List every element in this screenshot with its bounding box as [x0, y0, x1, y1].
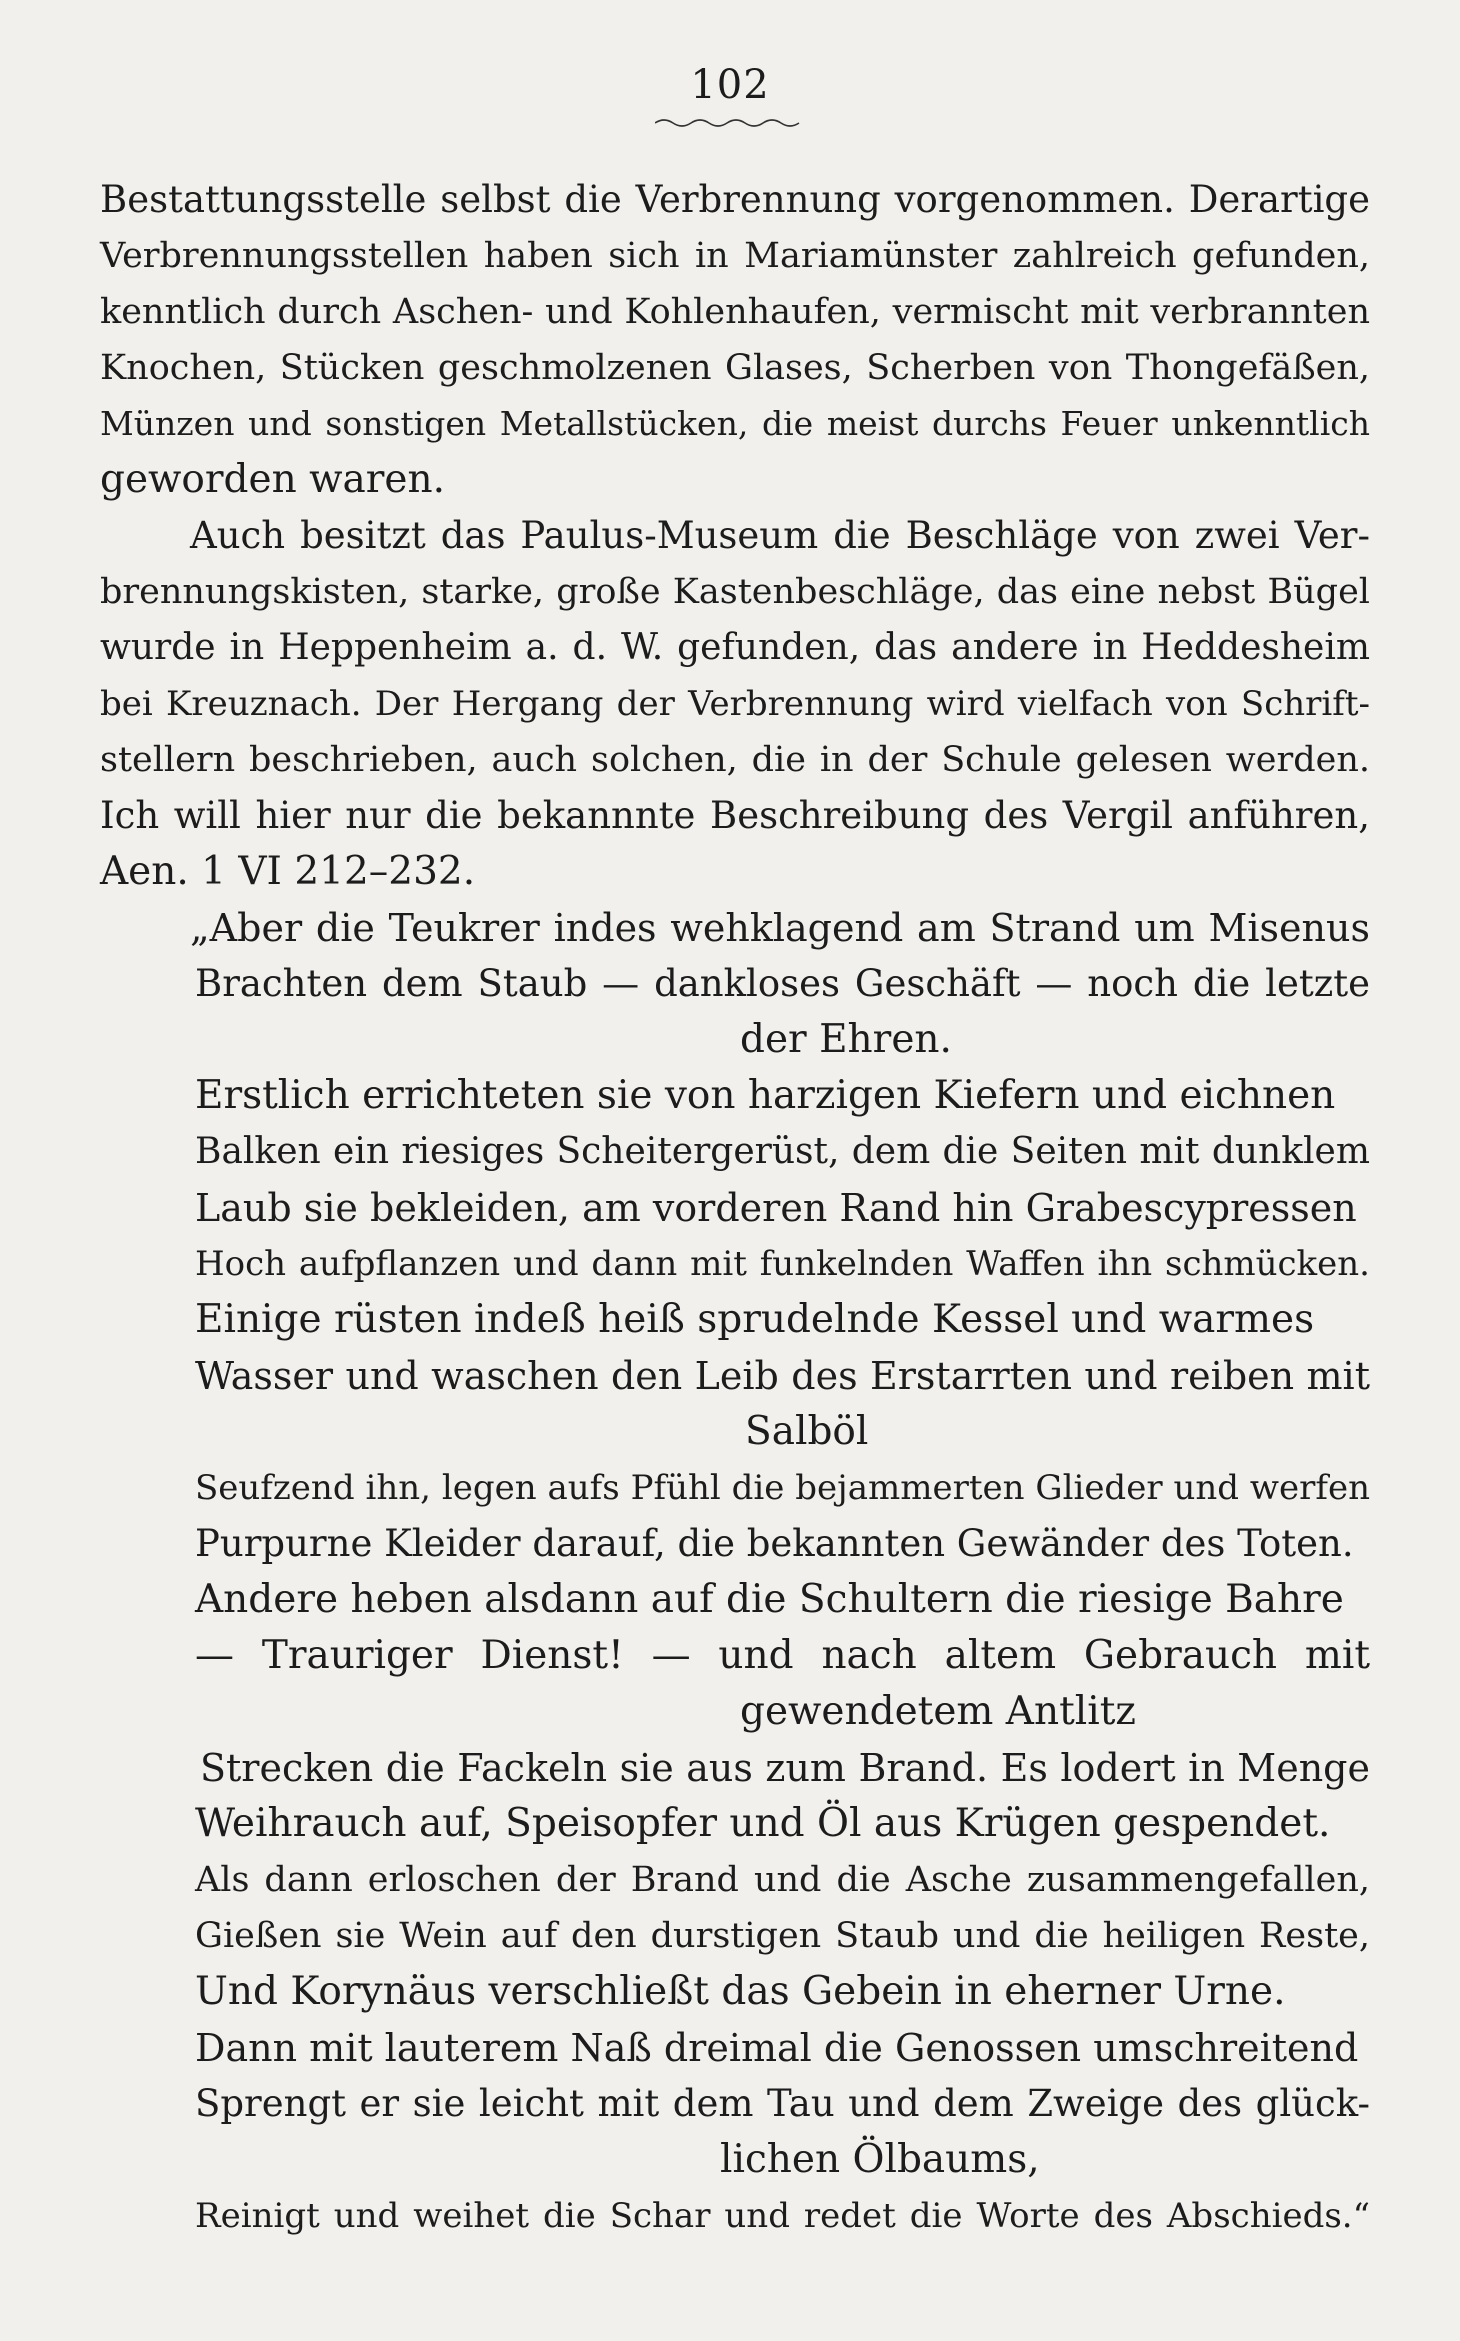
verse-continuation: der Ehren. — [740, 1017, 952, 1062]
verse-continuation: Salböl — [745, 1409, 869, 1454]
ornament-rule — [655, 116, 805, 130]
verse-line: Laub sie bekleiden, am vorderen Rand hin Grabescypressen — [195, 1186, 1357, 1230]
prose-line: kenntlich durch Aschen- und Kohlenhaufen, vermischt mit verbrannten — [100, 292, 1370, 332]
prose-line: Knochen, Stücken geschmolzenen Glases, Scherben von Thongefäßen, — [100, 348, 1370, 388]
verse-line: Andere heben alsdann auf die Schultern die riesige Bahre — [195, 1577, 1344, 1622]
prose-line: wurde in Heppenheim a. d. W. gefunden, das andere in Heddesheim — [100, 627, 1370, 668]
verse-line: „Aber die Teukrer indes wehklagend am Strand um Misenus — [190, 906, 1370, 950]
verse-line: Dann mit lauterem Naß dreimal die Genossen umschreitend — [195, 2026, 1359, 2070]
verse-line: Einige rüsten indeß heiß sprudelnde Kessel und warmes — [195, 1297, 1315, 1342]
prose-line: Münzen und sonstigen Metallstücken, die meist durchs Feuer unkenntlich — [100, 404, 1370, 443]
page-number: 102 — [690, 62, 770, 108]
verse-line: Purpurne Kleider darauf, die bekannten Gewänder des Toten. — [195, 1522, 1354, 1565]
verse-line: Hoch aufpflanzen und dann mit funkelnden Waffen ihn schmücken. — [195, 1244, 1370, 1284]
verse-line: — Trauriger Dienst! — und nach altem Gebrauch mit — [195, 1633, 1370, 1678]
prose-line: Bestattungsstelle selbst die Verbrennung vorgenommen. Derartige — [100, 178, 1370, 221]
verse-line: Strecken die Fackeln sie aus zum Brand. Es lodert in Menge — [200, 1746, 1370, 1790]
verse-line: Balken ein riesiges Scheitergerüst, dem die Seiten mit dunklem — [195, 1131, 1370, 1172]
verse-line: Als dann erloschen der Brand und die Asche zusammengefallen, — [195, 1860, 1370, 1900]
verse-continuation: gewendetem Antlitz — [740, 1689, 1136, 1734]
prose-line: Aen. 1 VI 212–232. — [100, 849, 476, 894]
verse-line: Und Korynäus verschließt das Gebein in eherner Urne. — [195, 1969, 1286, 2014]
verse-line: Brachten dem Staub — dankloses Geschäft — noch die letzte — [195, 962, 1370, 1005]
prose-line: stellern beschrieben, auch solchen, die in der Schule gelesen werden. — [100, 740, 1370, 780]
prose-line: geworden waren. — [100, 457, 445, 502]
verse-line: Wasser und waschen den Leib des Erstarrten und reiben mit — [195, 1354, 1370, 1398]
verse-line: Sprengt er sie leicht mit dem Tau und dem Zweige des glück- — [195, 2082, 1370, 2125]
prose-line: bei Kreuznach. Der Hergang der Verbrennung wird vielfach von Schrift- — [100, 684, 1370, 724]
prose-line: brennungskisten, starke, große Kastenbeschläge, das eine nebst Bügel — [100, 572, 1370, 612]
prose-line: Verbrennungsstellen haben sich in Mariamünster zahlreich gefunden, — [100, 236, 1370, 276]
prose-line: Ich will hier nur die bekannnte Beschreibung des Vergil anführen, — [100, 794, 1370, 837]
verse-line: Erstlich errichteten sie von harzigen Kiefern und eichnen — [195, 1073, 1336, 1118]
verse-line: Gießen sie Wein auf den durstigen Staub und die heiligen Reste, — [195, 1916, 1370, 1956]
verse-line: Weihrauch auf, Speisopfer und Öl aus Krügen gespendet. — [195, 1801, 1331, 1846]
prose-line: Auch besitzt das Paulus-Museum die Beschläge von zwei Ver- — [190, 514, 1370, 557]
verse-line: Reinigt und weihet die Schar und redet die Worte des Abschieds.“ — [195, 2196, 1370, 2236]
verse-line: Seufzend ihn, legen aufs Pfühl die bejammerten Glieder und werfen — [195, 1468, 1370, 1508]
verse-continuation: lichen Ölbaums, — [720, 2137, 1040, 2182]
